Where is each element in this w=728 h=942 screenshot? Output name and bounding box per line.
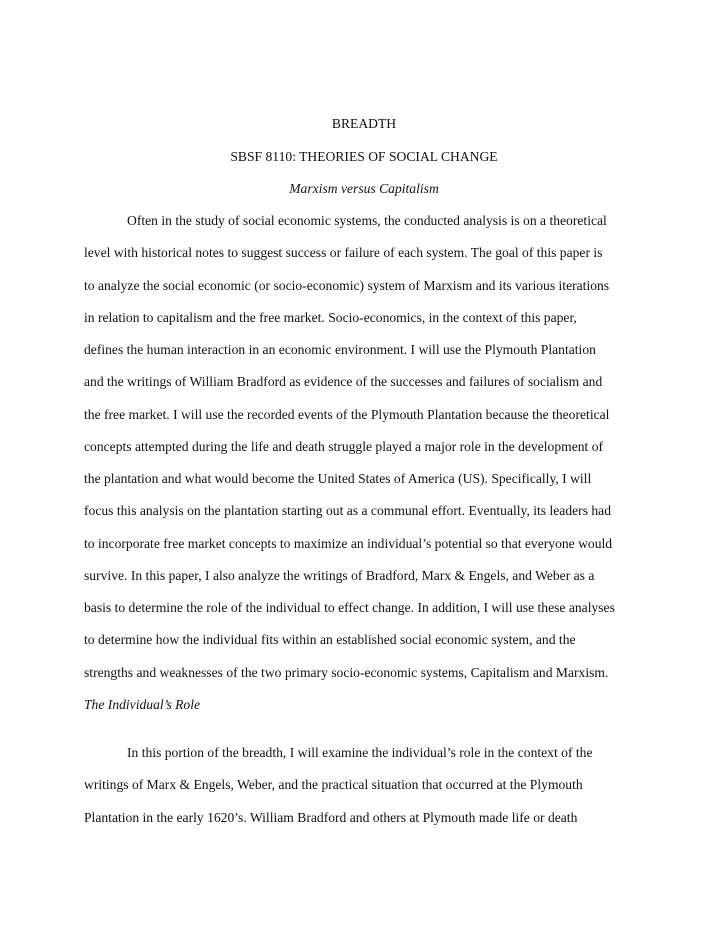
paragraph-line: writings of Marx & Engels, Weber, and the practical situation that occurred at the Plymouth xyxy=(84,777,583,792)
paragraph-line: and the writings of William Bradford as evidence of the successes and failures of socialism and xyxy=(84,374,603,389)
paragraph-line: concepts attempted during the life and death struggle played a major role in the development of xyxy=(84,439,604,454)
course-title: SBSF 8110: THEORIES OF SOCIAL CHANGE xyxy=(230,149,498,164)
paragraph-line: to determine how the individual fits within an established social economic system, and the xyxy=(84,632,576,647)
paragraph-line: survive. In this paper, I also analyze the writings of Bradford, Marx & Engels, and Weber as a xyxy=(84,568,595,583)
paragraph-line: focus this analysis on the plantation starting out as a communal effort. Eventually, its leaders had xyxy=(84,503,612,518)
document-heading: BREADTH xyxy=(331,116,397,131)
paragraph-line: strengths and weaknesses of the two primary socio-economic systems, Capitalism and Marxism. xyxy=(84,665,609,680)
paragraph-line: the plantation and what would become the United States of America (US). Specifically, I will xyxy=(84,471,592,486)
paragraph-line: to analyze the social economic (or socio-economic) system of Marxism and its various iterations xyxy=(84,278,610,293)
paragraph-line: level with historical notes to suggest success or failure of each system. The goal of this paper is xyxy=(84,245,603,260)
paper-subtitle: Marxism versus Capitalism xyxy=(289,181,439,196)
paragraph-line: Plantation in the early 1620’s. William Bradford and others at Plymouth made life or death xyxy=(84,810,578,825)
section-heading: The Individual’s Role xyxy=(84,697,201,712)
paragraph-line: Often in the study of social economic systems, the conducted analysis is on a theoretical xyxy=(127,213,607,228)
paragraph-line: in relation to capitalism and the free market. Socio-economics, in the context of this paper, xyxy=(84,310,577,325)
paragraph-line: defines the human interaction in an economic environment. I will use the Plymouth Plantation xyxy=(84,342,596,357)
paragraph-line: In this portion of the breadth, I will examine the individual’s role in the context of the xyxy=(127,745,593,760)
paragraph-line: the free market. I will use the recorded events of the Plymouth Plantation because the theoretical xyxy=(84,407,610,422)
paragraph-line: to incorporate free market concepts to maximize an individual’s potential so that everyone would xyxy=(84,536,613,551)
paragraph-line: basis to determine the role of the individual to effect change. In addition, I will use these analyses xyxy=(84,600,615,615)
